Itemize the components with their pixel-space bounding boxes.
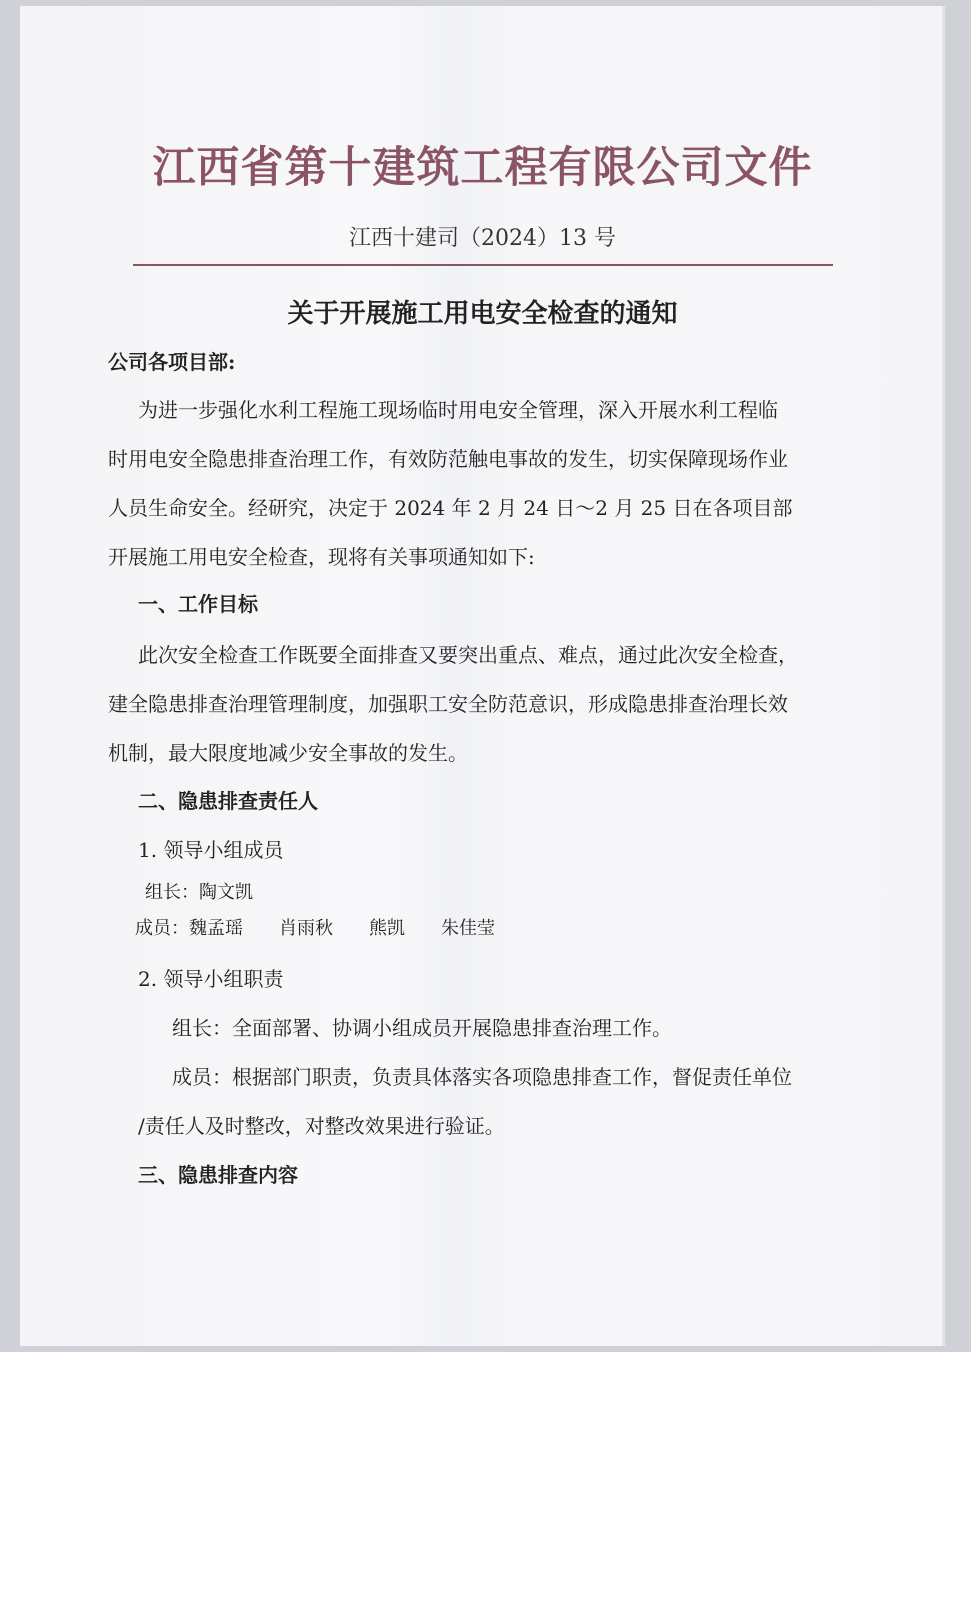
red-divider-line [133,264,833,266]
section-heading: 三、隐患排查内容 [138,1163,298,1187]
company-document-title: 江西省第十建筑工程有限公司文件 [152,143,813,193]
duty-members-line: 成员：根据部门职责，负责具体落实各项隐患排查工作，督促责任单位 [172,1065,792,1089]
group-leader: 组长：陶文凯 [145,882,253,903]
section-line: 机制，最大限度地减少安全事故的发生。 [108,741,468,765]
salutation: 公司各项目部: [108,350,236,374]
section-heading: 一、工作目标 [138,592,258,616]
section-line: 建全隐患排查治理管理制度，加强职工安全防范意识，形成隐患排查治理长效 [108,692,788,716]
document-number: 江西十建司（2024）13 号 [349,226,616,251]
group-members: 成员：魏孟瑶 肖雨秋 熊凯 朱佳莹 [135,918,495,939]
notice-title: 关于开展施工用电安全检查的通知 [287,299,678,329]
subsection-heading: 1. 领导小组成员 [138,838,284,862]
intro-line: 开展施工用电安全检查，现将有关事项通知如下: [108,545,535,569]
subsection-heading: 2. 领导小组职责 [138,967,284,991]
intro-line: 人员生命安全。经研究，决定于 2024 年 2 月 24 日～2 月 25 日在各项目部 [108,496,793,520]
duty-leader: 组长：全面部署、协调小组成员开展隐患排查治理工作。 [172,1016,672,1040]
document-page [20,6,945,1346]
intro-line: 时用电安全隐患排查治理工作，有效防范触电事故的发生，切实保障现场作业 [108,447,788,471]
duty-members-line: /责任人及时整改，对整改效果进行验证。 [138,1114,505,1138]
section-heading: 二、隐患排查责任人 [138,789,318,813]
section-line: 此次安全检查工作既要全面排查又要突出重点、难点，通过此次安全检查， [138,643,798,667]
intro-line: 为进一步强化水利工程施工现场临时用电安全管理，深入开展水利工程临 [138,398,778,422]
